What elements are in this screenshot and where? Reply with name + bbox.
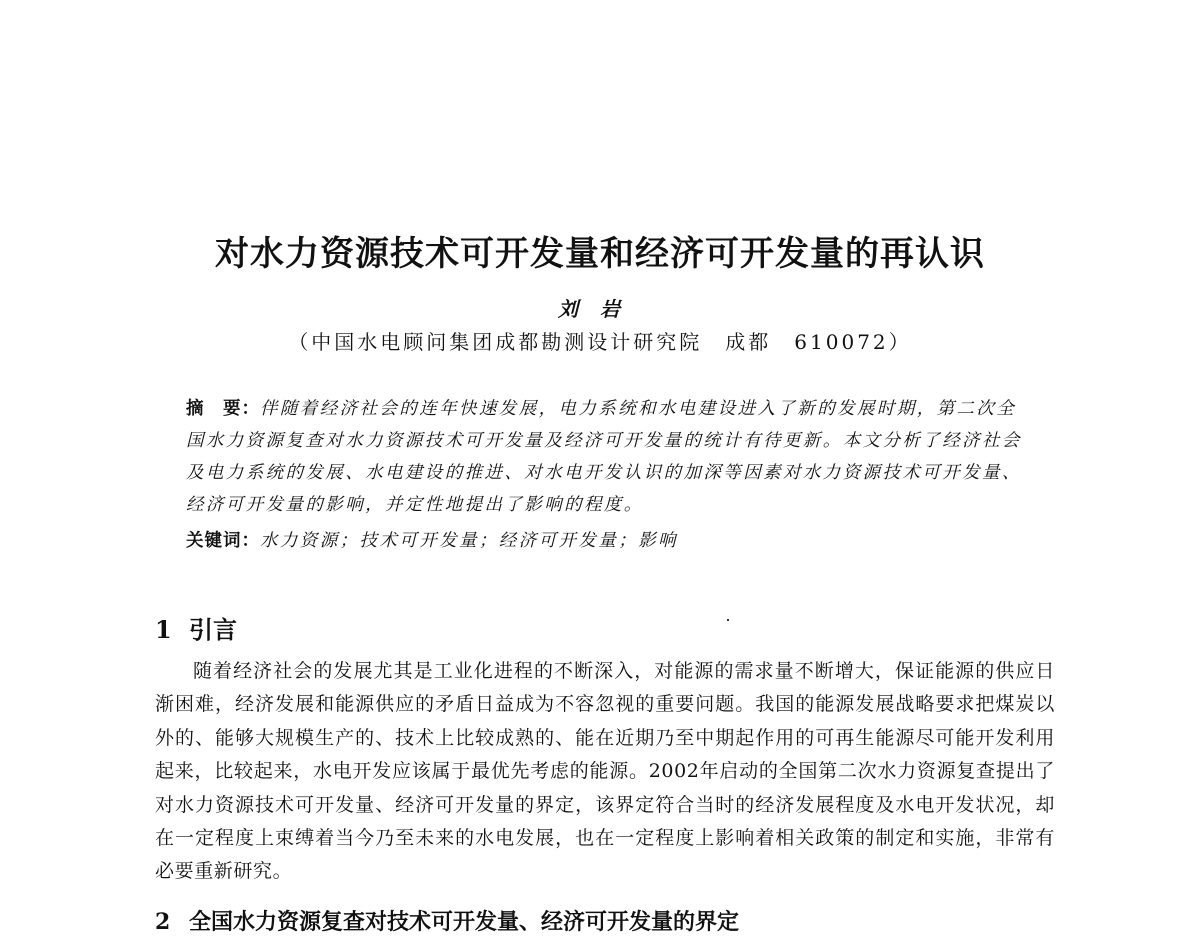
author-affiliation: （中国水电顾问集团成都勘测设计研究院 成都 610072） — [288, 330, 912, 354]
keywords-text: 水力资源；技术可开发量；经济可开发量；影响 — [260, 531, 678, 551]
abstract-text: 伴随着经济社会的连年快速发展，电力系统和水电建设进入了新的发展时期，第二次全国水力资源复查对水力资源技术可开发量及经济可开发量的统计有待更新。本文分析了经济社会及电力系统的发展、水电建设的推进、对水电开发认识的加深等因素对水力资源技术可开发量、经济可开发量的影响，并定性地提出了影响的程度。 — [186, 399, 1022, 515]
section-1-paragraph: 随着经济社会的发展尤其是工业化进程的不断深入，对能源的需求量不断增大，保证能源的供应日渐困难，经济发展和能源供应的矛盾日益成为不容忽视的重要问题。我国的能源发展战略要求把煤炭以外的、能够大规模生产的、技术上比较成熟的、能在近期乃至中期起作用的可再生能源尽可能开发利用起来，比较起来，水电开发应该属于最优先考虑的能源。2002年启动的全国第二次水力资源复查提出了对水力资源技术可开发量、经济可开发量的界定，该界定符合当时的经济发展程度及水电开发状况，却在一定程度上束缚着当今乃至未来的水电发展，也在一定程度上影响着相关政策的制定和实施，非常有必要重新研究。 — [155, 660, 1055, 883]
scan-speck — [727, 619, 729, 621]
section-2-heading — [155, 905, 739, 936]
section-2-number: 2 — [155, 909, 171, 935]
section-1-number: 1 — [155, 615, 172, 644]
abstract-block — [186, 393, 1026, 521]
keywords-block — [186, 527, 1026, 552]
abstract-label: 摘 要： — [186, 399, 260, 419]
author-name: 刘岩 — [558, 297, 642, 321]
section-1-title: 引言 — [189, 615, 237, 644]
paper-title: 对水力资源技术可开发量和经济可开发量的再认识 — [215, 234, 985, 274]
keywords-label: 关键词： — [186, 531, 260, 551]
section-1-heading — [155, 610, 237, 645]
section-2-title: 全国水力资源复查对技术可开发量、经济可开发量的界定 — [189, 909, 740, 935]
